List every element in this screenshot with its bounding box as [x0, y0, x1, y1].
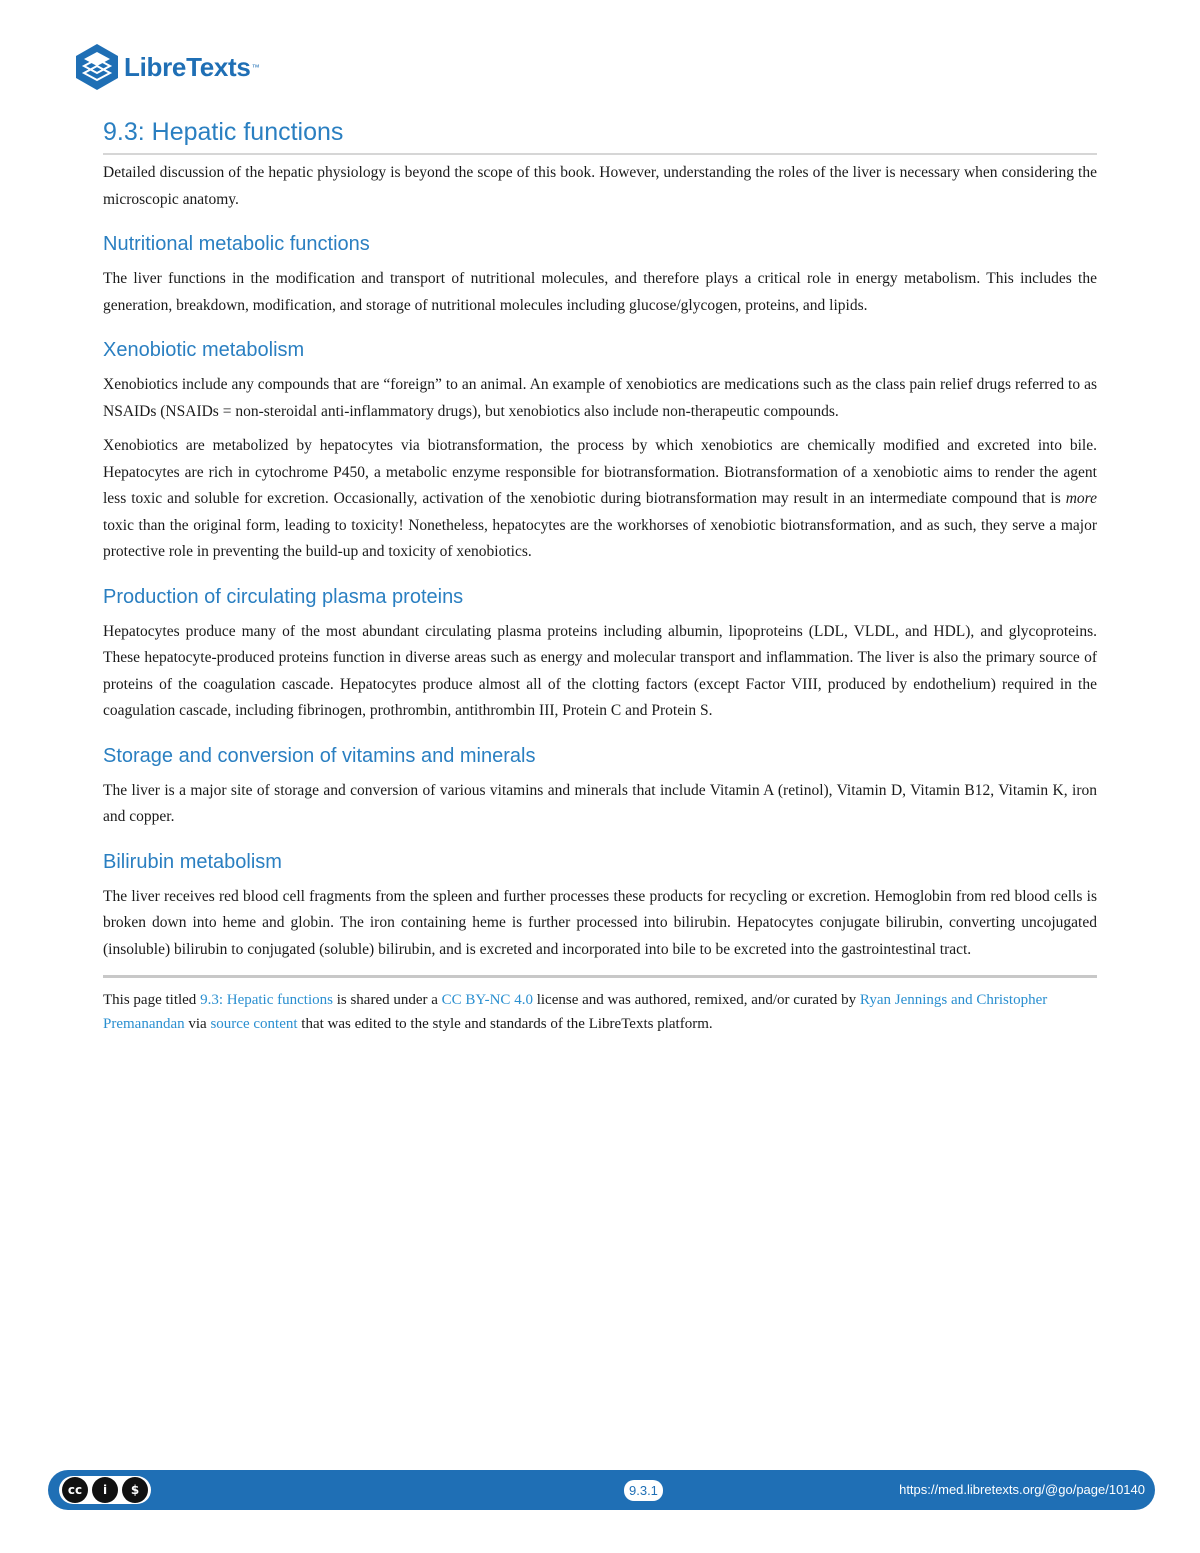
paragraph-vitamins: The liver is a major site of storage and conversion of various vitamins and minerals that include Vitamin A (retinol), Vitamin D, Vitamin B12, Vitamin K, iron and copper.	[103, 781, 1097, 825]
paragraph-xenobiotic-2: Xenobiotics are metabolized by hepatocytes via biotransformation, the process by which xenobiotics are chemically modified and excreted into bile. Hepatocytes are rich in cytochrome P450, a metabolic enzyme responsible for biotransformation. Biotransformation of a xenobiotic aims to render the agent less toxic and soluble for excretion. Occasionally, activation of the xenobiotic during biotransformation may result in an intermediate compound that is more toxic than the original form, leading to toxicity! Nonetheless, hepatocytes are the workhorses of xenobiotic biotransformation, and as such, they serve a major protective role in preventing the build-up and toxicity of xenobiotics.	[103, 437, 1097, 560]
attribution-text: is shared under a	[332, 992, 442, 1008]
main-content	[103, 118, 1097, 1036]
cc-license-badge[interactable]	[59, 1476, 151, 1504]
page-title-link[interactable]: 9.3: Hepatic functions	[200, 992, 333, 1008]
paragraph-bilirubin: The liver receives red blood cell fragments from the spleen and further processes these products for recycling or excretion. Hemoglobin from red blood cells is broken down into heme and globin. The iron containing heme is further processed into bilirubin. Hepatocytes conjugate bilirubin, converting uncojugated (insoluble) bilirubin to conjugated (soluble) bilirubin, and is excreted and incorporated into bile to be excreted into the gastrointestinal tract.	[103, 887, 1097, 958]
paragraph-plasma-proteins: Hepatocytes produce many of the most abundant circulating plasma proteins including albumin, lipoproteins (LDL, VLDL, and HDL), and glycoproteins. These hepatocyte-produced proteins function in diverse areas such as energy and molecular transport and inflammation. The liver is also the primary source of proteins of the coagulation cascade. Hepatocytes produce almost all of the clotting factors (except Factor VIII, produced by endothelium) required in the coagulation cascade, including fibrinogen, prothrombin, antithrombin III, Protein C and Protein S.	[103, 622, 1097, 719]
page-title: 9.3: Hepatic functions	[103, 118, 1097, 155]
emphasis-more: more	[1065, 490, 1097, 507]
section-heading-vitamins: Storage and conversion of vitamins and minerals	[103, 744, 536, 767]
paragraph-nutritional: The liver functions in the modification and transport of nutritional molecules, and therefore plays a critical role in energy metabolism. This includes the generation, breakdown, modification, and storage of nutritional molecules including glucose/glycogen, proteins, and lipids.	[103, 270, 1097, 314]
section-heading-nutritional: Nutritional metabolic functions	[103, 233, 370, 255]
page-url[interactable]: https://med.libretexts.org/@go/page/10140	[899, 1482, 1145, 1497]
logo-trademark: ™	[251, 62, 260, 72]
attribution-text: license and was authored, remixed, and/or curated by	[532, 992, 860, 1008]
section-heading-plasma-proteins: Production of circulating plasma proteins	[103, 585, 464, 608]
page-number: 9.3.1	[624, 1480, 663, 1501]
source-content-link[interactable]: source content	[210, 1016, 298, 1032]
section-heading-xenobiotic: Xenobiotic metabolism	[103, 339, 305, 361]
authors-link[interactable]: Ryan Jennings and Christopher Premanandan	[103, 992, 1048, 1032]
logo-text: LibreTexts	[124, 51, 251, 82]
intro-paragraph: Detailed discussion of the hepatic physiology is beyond the scope of this book. However, understanding the roles of the liver is necessary when considering the microscopic anatomy.	[103, 164, 1097, 208]
attribution-text: that was edited to the style and standards of the LibreTexts platform.	[297, 1016, 713, 1032]
attribution-text: via	[184, 1016, 211, 1032]
section-heading-bilirubin: Bilirubin metabolism	[103, 850, 282, 873]
libretexts-logo-icon	[74, 42, 120, 92]
cc-icon: cc	[62, 1477, 88, 1503]
license-link[interactable]: CC BY-NC 4.0	[441, 992, 533, 1008]
nc-icon: $	[122, 1477, 148, 1503]
by-icon: i	[92, 1477, 118, 1503]
page-footer	[48, 1470, 1155, 1510]
attribution	[103, 975, 1097, 1036]
paragraph-xenobiotic-1: Xenobiotics include any compounds that are “foreign” to an animal. An example of xenobiotics are medications such as the class pain relief drugs referred to as NSAIDs (NSAIDs = non-steroidal anti-inflammatory drugs), but xenobiotics also include non-therapeutic compounds.	[103, 376, 1097, 420]
libretexts-logo[interactable]	[74, 42, 260, 92]
attribution-text: This page titled	[103, 992, 201, 1008]
